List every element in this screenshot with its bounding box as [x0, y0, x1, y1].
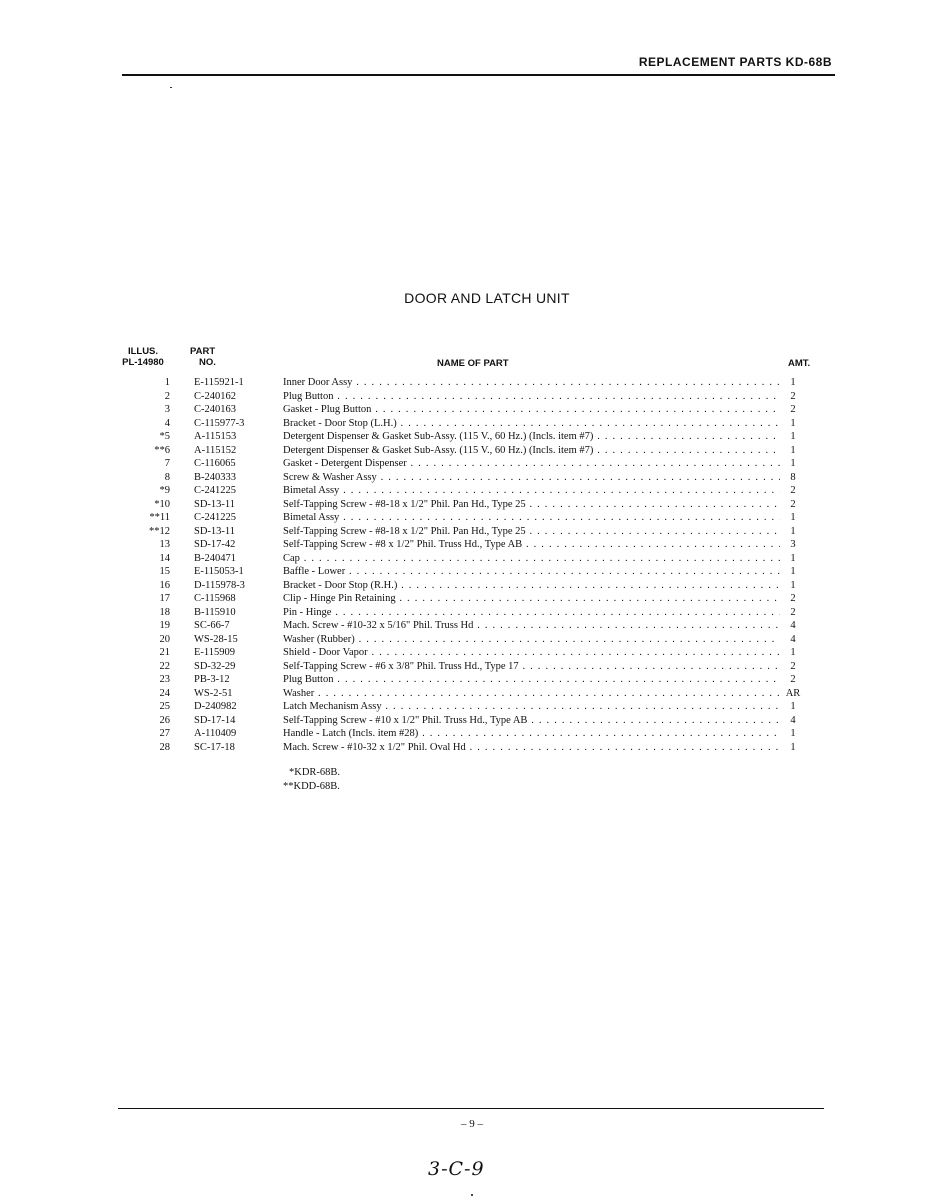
part-number: C-241225 [194, 512, 236, 523]
part-amount: 4 [780, 619, 806, 633]
part-amount: 1 [780, 457, 806, 471]
parts-row [118, 430, 818, 444]
parts-row [118, 484, 818, 498]
illus-number: 7 [164, 458, 170, 469]
part-amount: 1 [780, 525, 806, 539]
part-name: Self-Tapping Screw - #8-18 x 1/2" Phil. Pan Hd., Type 25 . . . [283, 498, 783, 512]
part-number: SD-13-11 [194, 525, 236, 537]
column-header-part [190, 346, 230, 368]
part-name: Mach. Screw - #10-32 x 1/2" Phil. Oval Hd . . . [283, 741, 783, 755]
illus-number: 18 [159, 606, 170, 618]
parts-row [118, 552, 818, 566]
parts-row [118, 525, 818, 539]
part-amount: 1 [780, 700, 806, 714]
part-amount: 3 [780, 538, 806, 552]
parts-row [118, 417, 818, 431]
parts-row [118, 633, 818, 647]
part-amount: 2 [780, 606, 806, 620]
part-name: Gasket - Plug Button . . . [283, 403, 783, 417]
parts-row [118, 538, 818, 552]
part-amount: 1 [780, 376, 806, 390]
parts-row [118, 646, 818, 660]
header-title: REPLACEMENT PARTS KD-68B [638, 55, 832, 69]
part-number: A-115153 [194, 431, 237, 442]
part-name: Screw & Washer Assy . . . [283, 471, 783, 485]
parts-row [118, 444, 818, 458]
part-amount: 2 [780, 390, 806, 404]
part-amount: 2 [780, 484, 806, 498]
parts-row [118, 660, 818, 674]
part-number: C-115968 [194, 593, 236, 604]
part-number: E-115909 [194, 647, 236, 658]
part-name: Pin - Hinge . . . [283, 606, 783, 620]
scan-speck [170, 87, 172, 88]
parts-row [118, 511, 818, 525]
column-header-amt: AMT. [788, 358, 811, 369]
footnote-kdr: *KDR-68B. [289, 767, 341, 778]
illus-number: 16 [159, 579, 170, 591]
illus-number: 8 [164, 471, 170, 483]
parts-row [118, 592, 818, 606]
part-amount: 2 [780, 592, 806, 606]
part-number: PB-3-12 [194, 674, 230, 685]
handwritten-code: 3-C-9 [428, 1158, 485, 1180]
footer-rule [118, 1108, 824, 1109]
part-number: B-115910 [194, 606, 236, 618]
parts-row [118, 579, 818, 593]
part-amount: 2 [780, 403, 806, 417]
illus-number: 13 [159, 539, 170, 550]
part-amount: 1 [780, 444, 806, 458]
illus-number: 2 [164, 390, 170, 402]
parts-row [118, 471, 818, 485]
part-name: Self-Tapping Screw - #10 x 1/2" Phil. Truss Hd., Type AB . . . [283, 714, 783, 728]
column-header-illus [118, 346, 168, 368]
part-amount: 1 [780, 646, 806, 660]
part-amount: 2 [780, 498, 806, 512]
part-name: Inner Door Assy . . . [283, 376, 783, 390]
illus-number: 17 [159, 593, 170, 604]
header-rule [122, 74, 835, 76]
part-name: Shield - Door Vapor . . . [283, 646, 783, 660]
illus-number: 25 [159, 701, 170, 712]
part-name: Handle - Latch (Incls. item #28) . . . [283, 727, 783, 741]
illus-number: **6 [154, 444, 170, 456]
parts-row [118, 390, 818, 404]
illus-number: 15 [159, 566, 170, 577]
parts-list [118, 376, 818, 754]
part-name: Self-Tapping Screw - #8-18 x 1/2" Phil. Pan Hd., Type 25 . . . [283, 525, 783, 539]
parts-row [118, 376, 818, 390]
part-name: Washer (Rubber) . . . [283, 633, 783, 647]
part-number: D-115978-3 [194, 579, 245, 591]
illus-number: 1 [164, 377, 170, 388]
illus-number: 4 [164, 417, 170, 429]
part-number: E-115921-1 [194, 377, 244, 388]
scan-speck [471, 1194, 473, 1196]
part-name: Bimetal Assy . . . [283, 484, 783, 498]
part-number: A-110409 [194, 728, 237, 739]
part-amount: 1 [780, 552, 806, 566]
part-name: Bracket - Door Stop (L.H.) . . . [283, 417, 783, 431]
illus-number: 3 [164, 404, 170, 415]
part-amount: AR [780, 687, 806, 701]
part-number: C-115977-3 [194, 417, 245, 429]
illus-number: 20 [159, 633, 170, 645]
section-title: DOOR AND LATCH UNIT [404, 290, 570, 306]
illus-number: 22 [159, 660, 170, 672]
part-number: SD-17-42 [194, 539, 236, 550]
illus-number: 27 [159, 728, 170, 739]
part-amount: 1 [780, 727, 806, 741]
part-number: C-116065 [194, 458, 236, 469]
footnotes [283, 766, 340, 793]
parts-row [118, 673, 818, 687]
part-number: B-240471 [194, 552, 236, 564]
illus-number: 24 [159, 687, 170, 699]
part-number: E-115053-1 [194, 566, 244, 577]
parts-row [118, 700, 818, 714]
column-header-name: NAME OF PART [437, 358, 509, 369]
part-number: C-240163 [194, 404, 236, 415]
part-amount: 1 [780, 511, 806, 525]
parts-row [118, 457, 818, 471]
part-name: Baffle - Lower . . . [283, 565, 783, 579]
part-name: Self-Tapping Screw - #6 x 3/8" Phil. Truss Hd., Type 17 . . . [283, 660, 783, 674]
part-name: Mach. Screw - #10-32 x 5/16" Phil. Truss Hd . . . [283, 619, 783, 633]
illus-number: **12 [149, 525, 170, 537]
part-amount: 1 [780, 741, 806, 755]
parts-row [118, 498, 818, 512]
parts-row [118, 727, 818, 741]
part-number: SC-66-7 [194, 620, 230, 631]
part-number: SD-17-14 [194, 714, 236, 726]
illus-number: 26 [159, 714, 170, 726]
parts-row [118, 687, 818, 701]
part-name: Clip - Hinge Pin Retaining . . . [283, 592, 783, 606]
illus-number: 23 [159, 674, 170, 685]
part-number: SD-32-29 [194, 660, 236, 672]
parts-row [118, 565, 818, 579]
part-number: WS-28-15 [194, 633, 238, 645]
illus-number: *9 [159, 485, 170, 496]
illus-number: *5 [159, 431, 170, 442]
part-amount: 4 [780, 714, 806, 728]
illus-number: **11 [149, 512, 170, 523]
part-amount: 1 [780, 430, 806, 444]
part-amount: 1 [780, 417, 806, 431]
part-number: SD-13-11 [194, 498, 236, 510]
part-name: Bracket - Door Stop (R.H.) . . . [283, 579, 783, 593]
part-number: A-115152 [194, 444, 237, 456]
illus-number: 19 [159, 620, 170, 631]
parts-row [118, 606, 818, 620]
part-name: Plug Button . . . [283, 390, 783, 404]
part-number: B-240333 [194, 471, 236, 483]
part-amount: 1 [780, 579, 806, 593]
part-name: Self-Tapping Screw - #8 x 1/2" Phil. Truss Hd., Type AB . . . [283, 538, 783, 552]
page-number: – 9 – [461, 1118, 483, 1130]
illus-number: *10 [154, 498, 170, 510]
part-name: Bimetal Assy . . . [283, 511, 783, 525]
column-header-part-line2: NO. [199, 357, 216, 368]
part-amount: 2 [780, 660, 806, 674]
part-amount: 8 [780, 471, 806, 485]
part-name: Latch Mechanism Assy . . . [283, 700, 783, 714]
part-amount: 4 [780, 633, 806, 647]
part-name: Washer . . . [283, 687, 783, 701]
parts-row [118, 403, 818, 417]
illus-number: 14 [159, 552, 170, 564]
part-name: Plug Button . . . [283, 673, 783, 687]
column-header-illus-line2: PL-14980 [122, 357, 164, 368]
parts-row [118, 714, 818, 728]
part-name: Gasket - Detergent Dispenser . . . [283, 457, 783, 471]
parts-row [118, 741, 818, 755]
part-name: Detergent Dispenser & Gasket Sub-Assy. (115 V., 60 Hz.) (Incls. item #7) . . . [283, 430, 783, 444]
part-name: Cap . . . [283, 552, 783, 566]
part-number: WS-2-51 [194, 687, 233, 699]
part-name: Detergent Dispenser & Gasket Sub-Assy. (115 V., 60 Hz.) (Incls. item #7) . . . [283, 444, 783, 458]
part-number: D-240982 [194, 701, 237, 712]
part-number: C-241225 [194, 485, 236, 496]
column-header-illus-line1: ILLUS. [127, 346, 159, 357]
part-number: SC-17-18 [194, 741, 235, 753]
column-header-part-line1: PART [190, 346, 216, 357]
illus-number: 28 [159, 741, 170, 753]
parts-row [118, 619, 818, 633]
footnote-kdd: **KDD-68B. [283, 780, 340, 792]
part-amount: 2 [780, 673, 806, 687]
part-amount: 1 [780, 565, 806, 579]
illus-number: 21 [159, 647, 170, 658]
part-number: C-240162 [194, 390, 236, 402]
